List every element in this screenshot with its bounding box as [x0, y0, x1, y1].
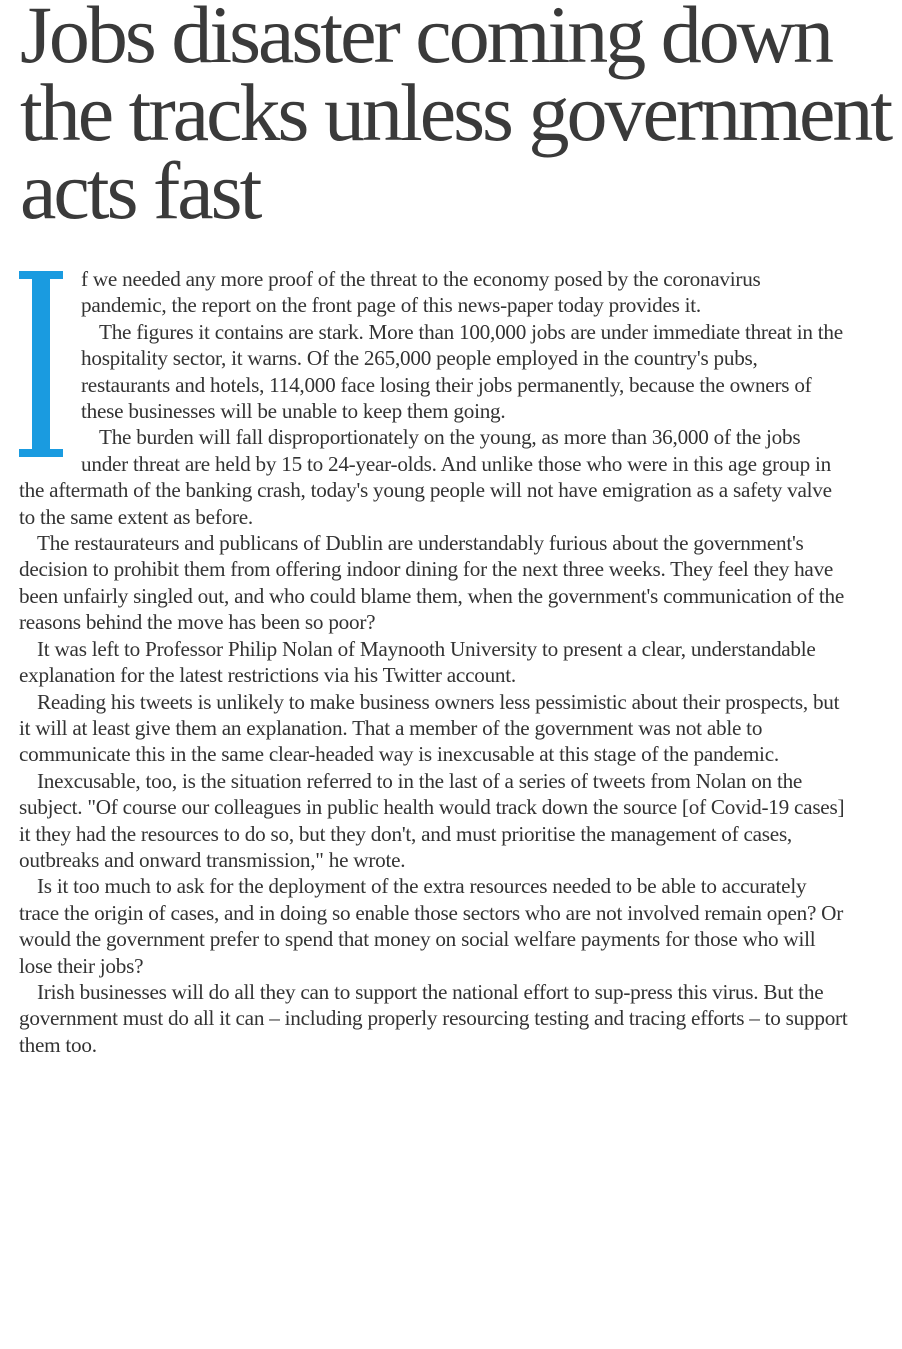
- paragraph-8: Is it too much to ask for the deployment of the extra resources needed to be able to accurately trace the origin of cases, and in doing so enable those sectors who are not involved remain open? Or would the government prefer to spend that money on social welfare payments for those who will lose their jobs?: [19, 874, 844, 978]
- paragraph-4: The restaurateurs and publicans of Dublin are understandably furious about the government's decision to prohibit them from offering indoor dining for the next three weeks. They feel they have been unfairly singled out, and who could blame them, when the government's communication of the reasons behind the move has been so poor?: [19, 531, 845, 635]
- paragraph-7: Inexcusable, too, is the situation referred to in the last of a series of tweets from Nolan on the subject. "Of course our colleagues in public health would track down the source [of Covid-19 cases] it they had the resources to do so, but they don't, and must prioritise the management of cases, outbreaks and onward transmission," he wrote.: [19, 768, 845, 872]
- article-body: [19, 266, 849, 1058]
- dropcap-serif-bottom: [19, 449, 63, 457]
- headline: Jobs disaster coming down the tracks unless government acts fast: [20, 0, 891, 236]
- paragraph-6: Reading his tweets is unlikely to make business owners less pessimistic about their prospects, but it will at least give them an explanation. That a member of the government was not able to communicate this in the same clear-headed way is inexcusable at this stage of the pandemic.: [19, 689, 840, 767]
- paragraph-3: The burden will fall disproportionately on the young, as more than 36,000 of the jobs under threat are held by 15 to 24-year-olds. And unlike those who were in this age group in the aftermath of the banking crash, today's young people will not have emigration as a safety valve to the same extent as before.: [19, 425, 832, 529]
- paragraph-9: Irish businesses will do all they can to support the national effort to sup-press this virus. But the government must do all it can – including properly resourcing testing and tracing efforts – to support them too.: [19, 979, 848, 1057]
- paragraph-2: The figures it contains are stark. More than 100,000 jobs are under immediate threat in the hospitality sector, it warns. Of the 265,000 people employed in the country's pubs, restaurants and hotels, 114,000 face losing their jobs permanently, because the owners of these businesses will be unable to keep them going.: [81, 319, 843, 424]
- dropcap-stem: [32, 275, 50, 453]
- paragraph-text: f we needed any more proof of the threat to the economy posed by the coronavirus pandemic, the report on the front page of this news-paper today provides it.: [81, 267, 761, 318]
- paragraph-5: It was left to Professor Philip Nolan of Maynooth University to present a clear, understandable explanation for the latest restrictions via his Twitter account.: [19, 636, 816, 688]
- dropcap-i: [19, 271, 63, 457]
- paragraph-1: [19, 266, 849, 319]
